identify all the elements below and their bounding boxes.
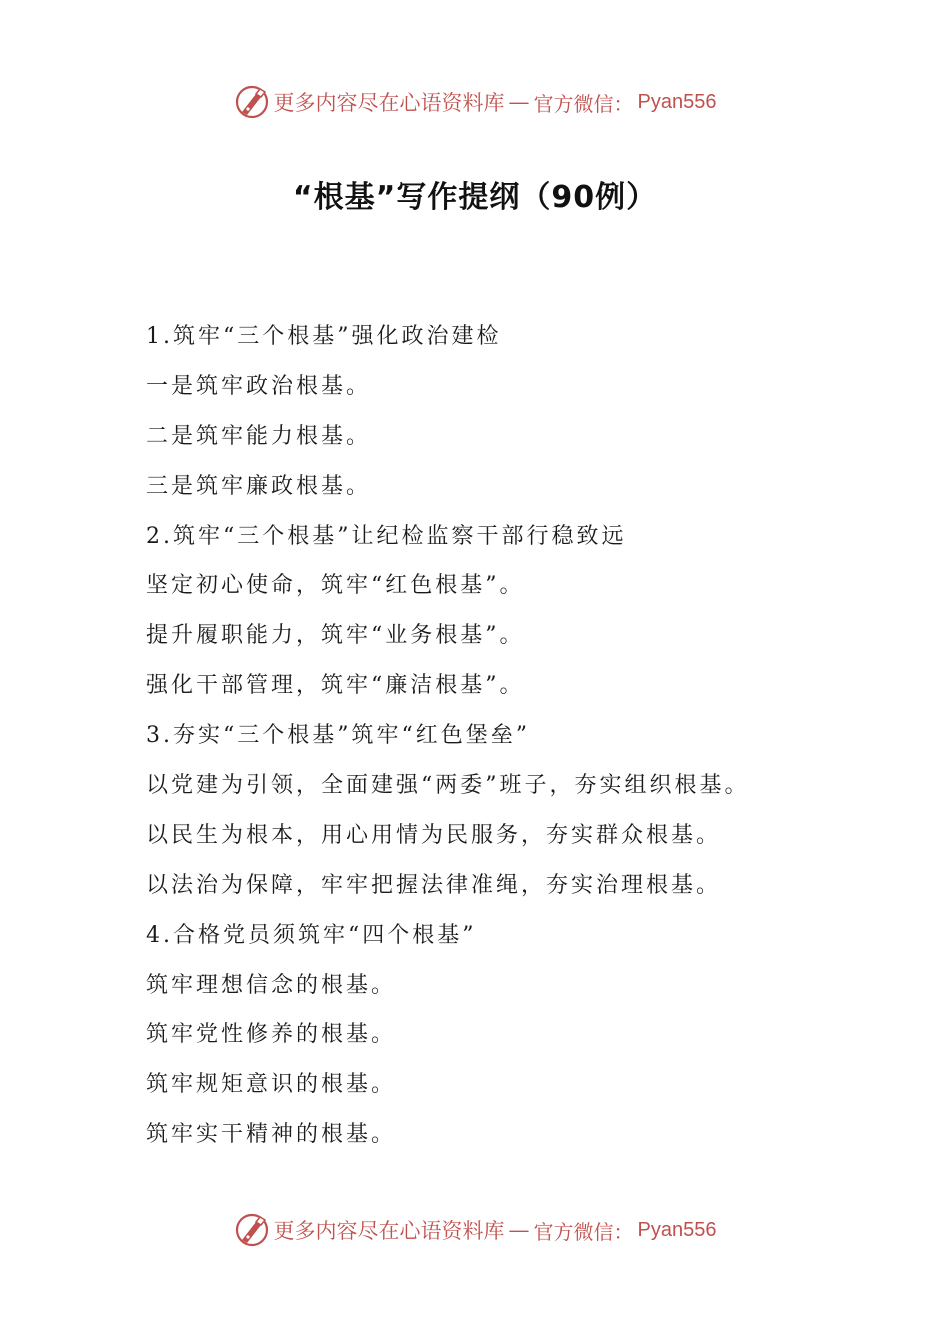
outline-item: 筑牢理想信念的根基。: [146, 972, 397, 998]
outline-item: 筑牢规矩意识的根基。: [146, 1072, 397, 1098]
outline-item: 筑牢实干精神的根基。: [146, 1122, 397, 1148]
outline-item: 强化干部管理，筑牢“廉洁根基”。: [146, 673, 525, 699]
banner-separator: —: [508, 90, 530, 114]
document-title: “根基”写作提纲（90例）: [292, 180, 658, 215]
banner-separator: —: [508, 1218, 530, 1242]
pen-nib-logo-icon: [234, 1212, 270, 1248]
section-heading: 4.合格党员须筑牢“四个根基”: [146, 922, 477, 948]
section-heading: 3.夯实“三个根基”筑牢“红色堡垒”: [146, 723, 530, 749]
outline-item: 二是筑牢能力根基。: [146, 423, 372, 449]
outline-item: 以民生为根本，用心用情为民服务，夯实群众根基。: [146, 822, 722, 848]
outline-item: 坚定初心使命，筑牢“红色根基”。: [146, 573, 525, 599]
header-banner: [0, 82, 950, 122]
outline-item: 以党建为引领，全面建强“两委”班子，夯实组织根基。: [146, 773, 750, 799]
footer-banner: [0, 1210, 950, 1250]
section-heading: 2.筑牢“三个根基”让纪检监察干部行稳致远: [146, 523, 627, 549]
section-heading: 1.筑牢“三个根基”强化政治建检: [146, 324, 502, 349]
document-body: [146, 312, 906, 1160]
banner-wechat-label: 官方微信：: [533, 91, 634, 116]
banner-text: 更多内容尽在心语资料库: [273, 1219, 505, 1243]
banner-wechat-label: 官方微信：: [533, 1219, 634, 1244]
outline-item: 一是筑牢政治根基。: [146, 373, 372, 399]
banner-wechat-id: Pyan556: [637, 1218, 717, 1241]
outline-item: 以法治为保障，牢牢把握法律准绳，夯实治理根基。: [146, 872, 722, 898]
banner-wechat-id: Pyan556: [637, 90, 717, 113]
outline-item: 提升履职能力，筑牢“业务根基”。: [146, 623, 525, 649]
banner-text: 更多内容尽在心语资料库: [273, 91, 505, 115]
pen-nib-logo-icon: [234, 84, 270, 120]
outline-item: 三是筑牢廉政根基。: [146, 473, 372, 499]
outline-item: 筑牢党性修养的根基。: [146, 1022, 397, 1048]
